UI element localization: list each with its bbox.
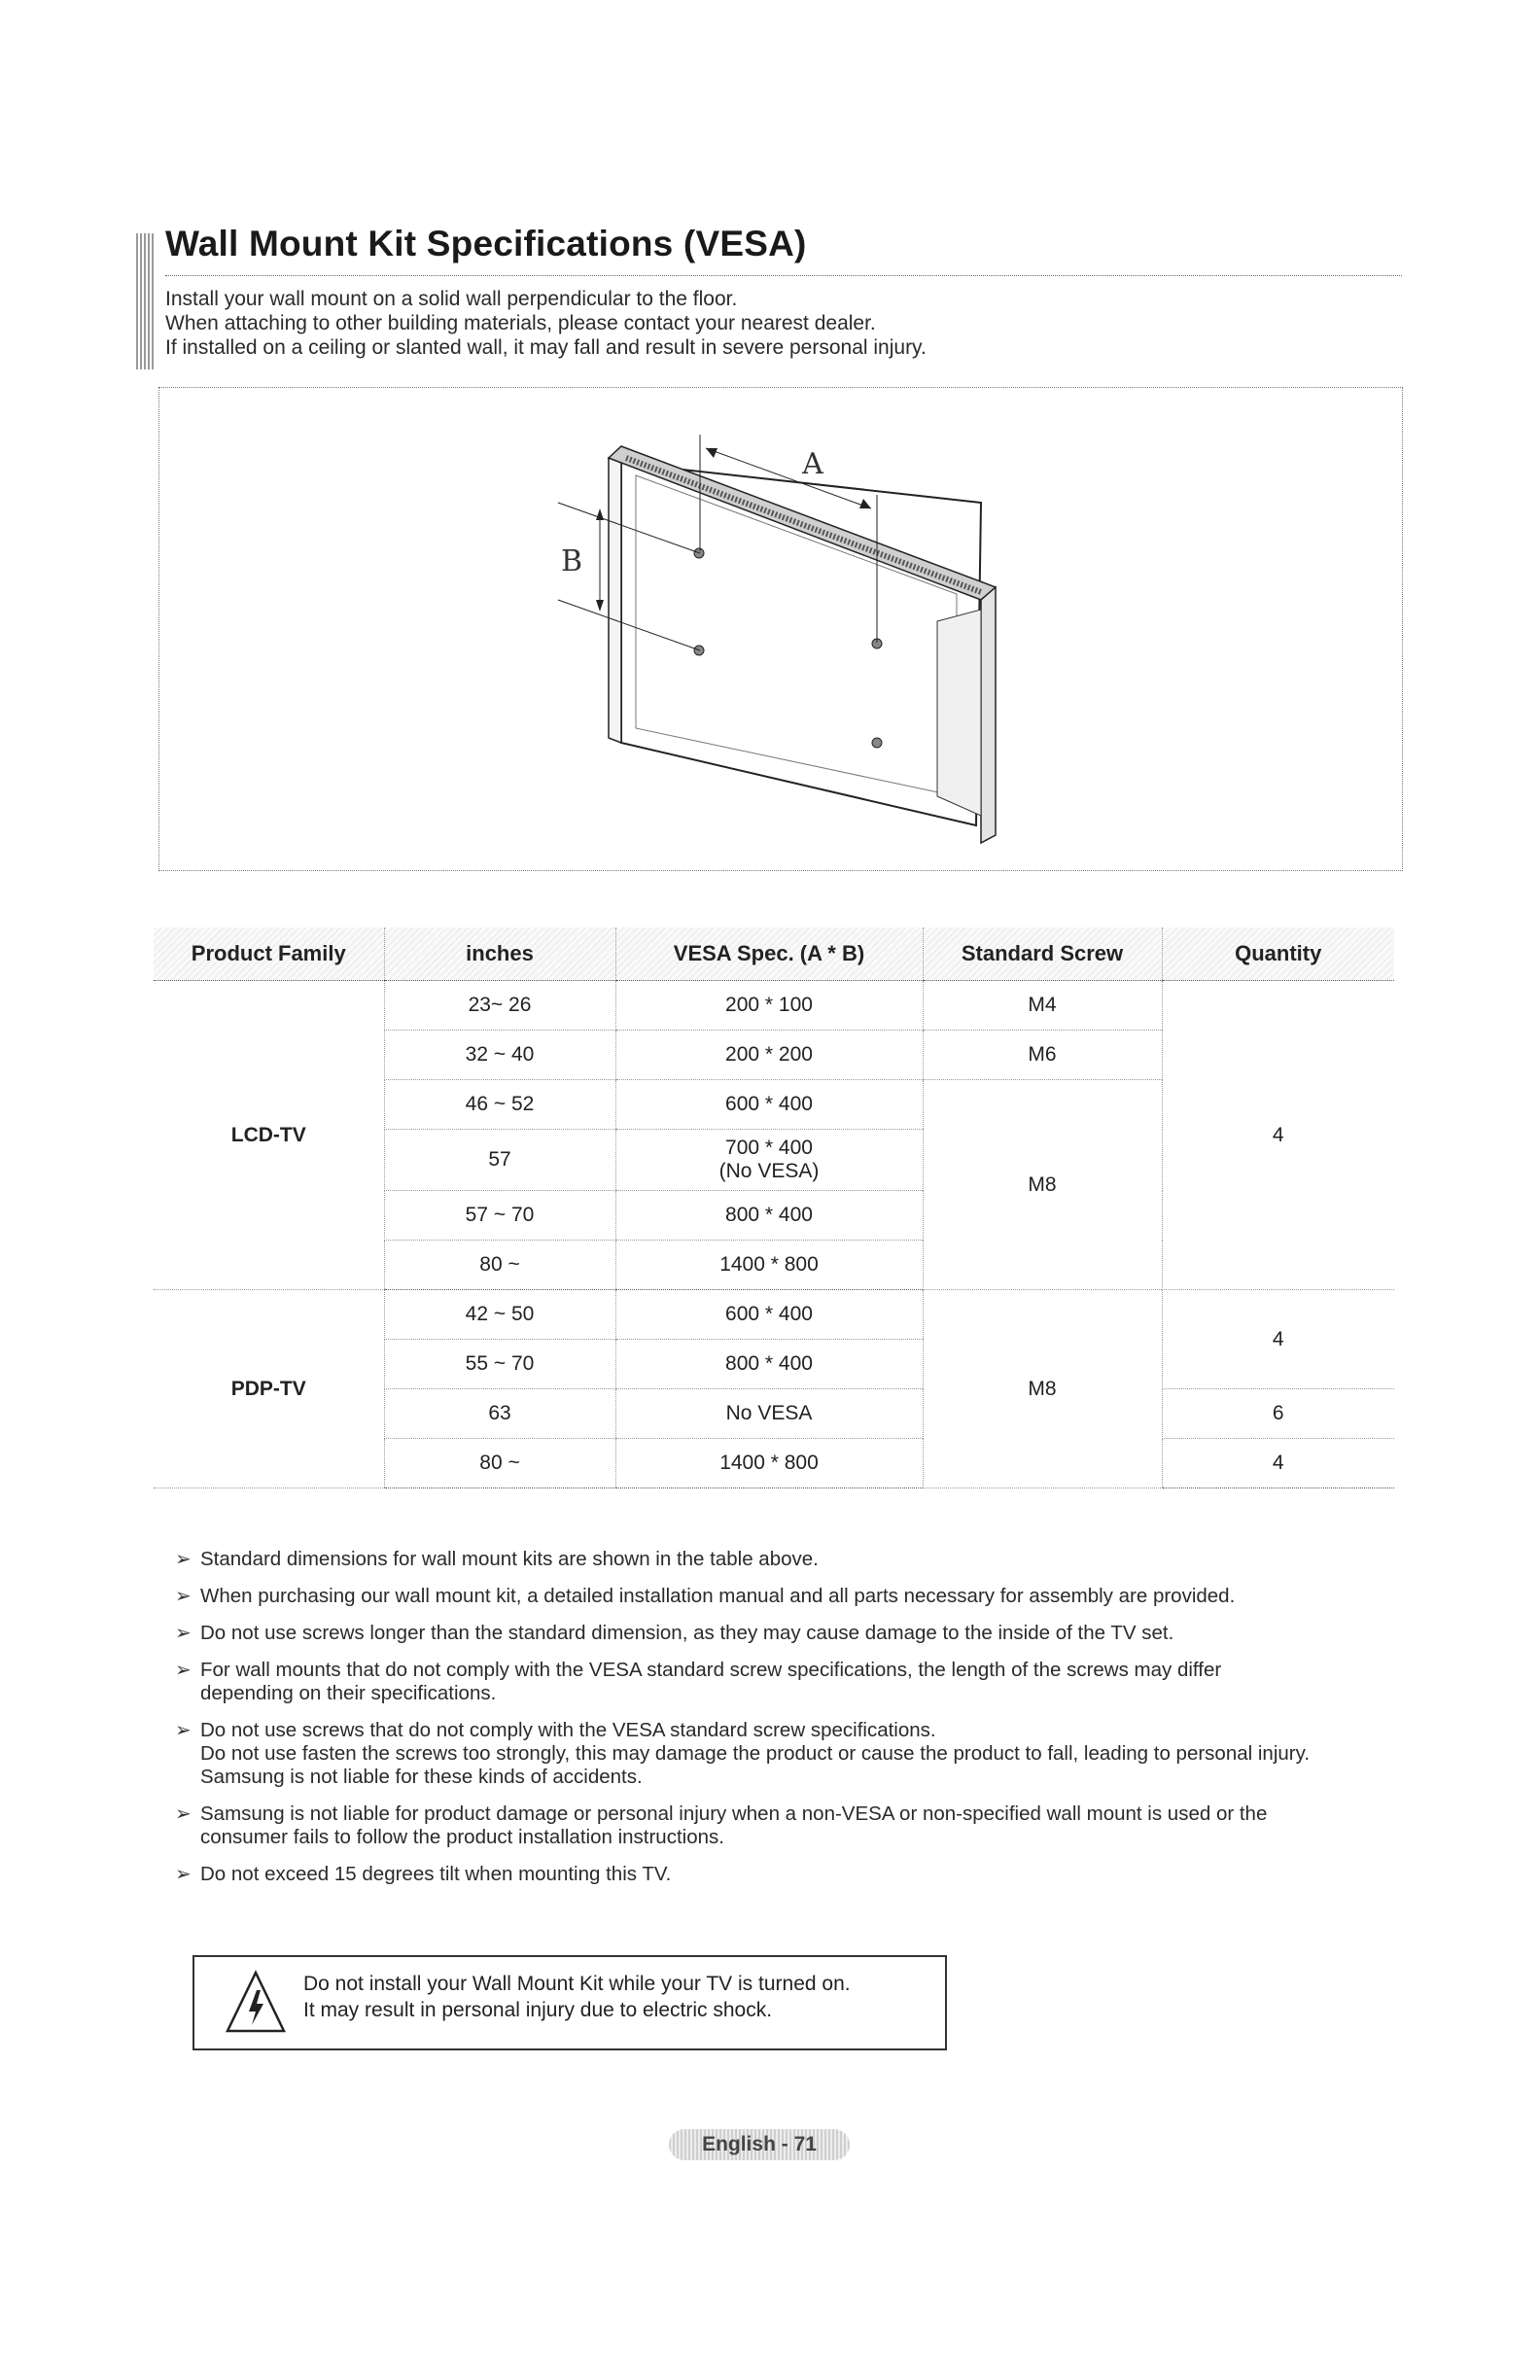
screw-cell: M6 bbox=[923, 1031, 1162, 1080]
note-item bbox=[175, 1622, 1400, 1645]
note-text: depending on their specifications. bbox=[200, 1682, 497, 1704]
note-text: Do not exceed 15 degrees tilt when mounting this TV. bbox=[200, 1863, 672, 1885]
column-header: inches bbox=[384, 928, 615, 981]
table-row bbox=[154, 981, 1394, 1031]
note-text: For wall mounts that do not comply with the VESA standard screw specifications, the length of the screws may differ bbox=[200, 1659, 1222, 1681]
vesa-cell: No VESA bbox=[615, 1389, 923, 1439]
title-divider bbox=[165, 275, 1402, 276]
product-family-cell: LCD-TV bbox=[154, 981, 384, 1290]
note-arrow-icon: ➢ bbox=[175, 1720, 192, 1741]
table-row bbox=[154, 1290, 1394, 1340]
note-item bbox=[175, 1719, 1400, 1789]
note-arrow-icon: ➢ bbox=[175, 1586, 192, 1607]
note-item bbox=[175, 1548, 1400, 1571]
inches-cell: 46 ~ 52 bbox=[384, 1080, 615, 1130]
note-arrow-icon: ➢ bbox=[175, 1660, 192, 1681]
quantity-cell: 4 bbox=[1162, 1290, 1394, 1389]
warning-line: Do not install your Wall Mount Kit while your TV is turned on. bbox=[303, 1973, 851, 1995]
vesa-cell: 600 * 400 bbox=[615, 1290, 923, 1340]
warning-line: It may result in personal injury due to electric shock. bbox=[303, 1999, 773, 2021]
intro-line: When attaching to other building materials, please contact your nearest dealer. bbox=[165, 312, 876, 334]
inches-cell: 32 ~ 40 bbox=[384, 1031, 615, 1080]
inches-cell: 42 ~ 50 bbox=[384, 1290, 615, 1340]
electric-shock-warning-box bbox=[192, 1955, 947, 2050]
intro-text bbox=[165, 287, 927, 360]
note-text: Samsung is not liable for product damage or personal injury when a non-VESA or non-specified wall mount is used or the bbox=[200, 1802, 1268, 1825]
note-text: Standard dimensions for wall mount kits are shown in the table above. bbox=[200, 1548, 819, 1570]
title-accent-bars bbox=[136, 233, 156, 369]
intro-line: Install your wall mount on a solid wall perpendicular to the floor. bbox=[165, 288, 738, 310]
inches-cell: 80 ~ bbox=[384, 1241, 615, 1290]
note-text: Do not use screws longer than the standard dimension, as they may cause damage to the inside of the TV set. bbox=[200, 1622, 1174, 1644]
screw-cell: M8 bbox=[923, 1290, 1162, 1488]
inches-cell: 57 bbox=[384, 1130, 615, 1191]
vesa-cell: 800 * 400 bbox=[615, 1191, 923, 1241]
vesa-cell: 1400 * 800 bbox=[615, 1241, 923, 1290]
electric-shock-warning-icon bbox=[224, 1969, 288, 2037]
column-header: Product Family bbox=[154, 928, 384, 981]
vesa-cell: 200 * 200 bbox=[615, 1031, 923, 1080]
screw-cell: M4 bbox=[923, 981, 1162, 1031]
column-header: Standard Screw bbox=[923, 928, 1162, 981]
wall-mount-diagram bbox=[158, 387, 1403, 871]
product-family-cell: PDP-TV bbox=[154, 1290, 384, 1488]
quantity-cell: 6 bbox=[1162, 1389, 1394, 1439]
vesa-cell: 800 * 400 bbox=[615, 1340, 923, 1389]
note-arrow-icon: ➢ bbox=[175, 1549, 192, 1570]
quantity-cell: 4 bbox=[1162, 981, 1394, 1290]
column-header: VESA Spec. (A * B) bbox=[615, 928, 923, 981]
note-item bbox=[175, 1802, 1400, 1849]
column-header: Quantity bbox=[1162, 928, 1394, 981]
tv-back-illustration bbox=[159, 388, 1404, 872]
vesa-note: (No VESA) bbox=[718, 1160, 820, 1182]
note-item bbox=[175, 1863, 1400, 1886]
warning-text bbox=[303, 1971, 851, 2023]
note-item bbox=[175, 1659, 1400, 1705]
table-header-row bbox=[154, 928, 1394, 981]
note-text: consumer fails to follow the product installation instructions. bbox=[200, 1826, 724, 1848]
inches-cell: 80 ~ bbox=[384, 1439, 615, 1488]
vesa-value: 700 * 400 bbox=[725, 1137, 813, 1159]
notes-list bbox=[175, 1548, 1400, 1900]
dimension-a-label: A bbox=[802, 447, 823, 481]
quantity-cell: 4 bbox=[1162, 1439, 1394, 1488]
vesa-spec-table bbox=[154, 928, 1394, 1488]
note-text: Do not use fasten the screws too strongly, this may damage the product or cause the product to fall, leading to personal injury. bbox=[200, 1742, 1311, 1765]
note-item bbox=[175, 1585, 1400, 1608]
inches-cell: 23~ 26 bbox=[384, 981, 615, 1031]
inches-cell: 57 ~ 70 bbox=[384, 1191, 615, 1241]
screw-cell: M8 bbox=[923, 1080, 1162, 1290]
inches-cell: 63 bbox=[384, 1389, 615, 1439]
page-number: English - 71 bbox=[669, 2129, 850, 2160]
note-text: Do not use screws that do not comply with the VESA standard screw specifications. bbox=[200, 1719, 936, 1741]
note-text: When purchasing our wall mount kit, a detailed installation manual and all parts necessary for assembly are provided. bbox=[200, 1585, 1236, 1607]
dimension-b-label: B bbox=[560, 544, 583, 578]
note-text: Samsung is not liable for these kinds of accidents. bbox=[200, 1766, 643, 1788]
intro-line: If installed on a ceiling or slanted wall, it may fall and result in severe personal injury. bbox=[165, 336, 927, 359]
note-arrow-icon: ➢ bbox=[175, 1864, 192, 1885]
inches-cell: 55 ~ 70 bbox=[384, 1340, 615, 1389]
note-arrow-icon: ➢ bbox=[175, 1803, 192, 1825]
vesa-cell: 1400 * 800 bbox=[615, 1439, 923, 1488]
vesa-cell bbox=[615, 1130, 923, 1191]
page-title: Wall Mount Kit Specifications (VESA) bbox=[165, 224, 807, 263]
note-arrow-icon: ➢ bbox=[175, 1623, 192, 1644]
vesa-cell: 200 * 100 bbox=[615, 981, 923, 1031]
vesa-cell: 600 * 400 bbox=[615, 1080, 923, 1130]
